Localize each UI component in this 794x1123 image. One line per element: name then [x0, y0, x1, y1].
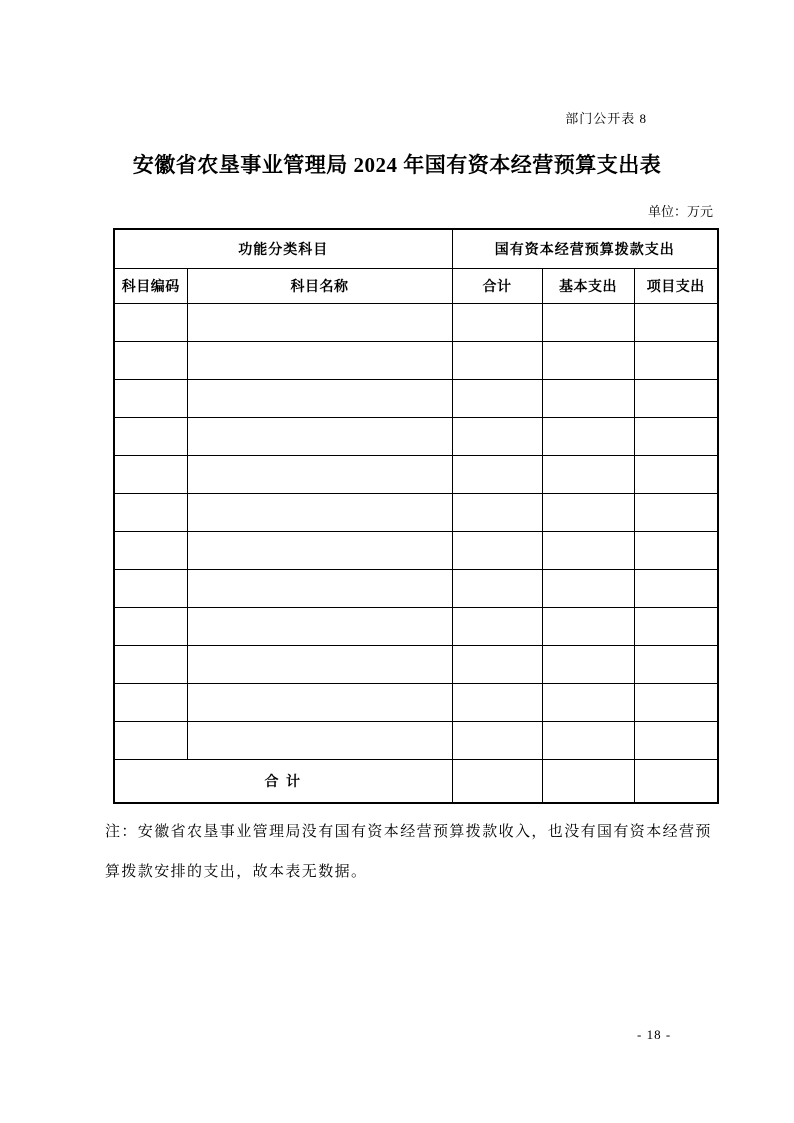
table-header: [114, 229, 718, 304]
empty-cell: [452, 532, 542, 570]
empty-cell: [187, 722, 452, 760]
empty-cell: [452, 722, 542, 760]
empty-data-row: [114, 380, 718, 418]
empty-cell: [187, 608, 452, 646]
empty-cell: [634, 380, 718, 418]
empty-cell: [634, 684, 718, 722]
empty-data-row: [114, 494, 718, 532]
footnote-line-2: 算拨款安排的支出，故本表无数据。: [105, 864, 368, 880]
empty-cell: [187, 342, 452, 380]
footnote-line-1: 注：安徽省农垦事业管理局没有国有资本经营预算拨款收入，也没有国有资本经营预: [105, 824, 712, 840]
header-subject-name: 科目名称: [187, 269, 452, 304]
empty-cell: [452, 380, 542, 418]
empty-cell: [542, 342, 634, 380]
header-functional-classification: 功能分类科目: [114, 229, 452, 269]
dept-public-table-label: 部门公开表 8: [565, 111, 647, 126]
empty-cell: [452, 418, 542, 456]
empty-cell: [634, 304, 718, 342]
header-project-expenditure: 项目支出: [634, 269, 718, 304]
empty-cell: [114, 684, 187, 722]
empty-cell: [114, 722, 187, 760]
empty-cell: [114, 532, 187, 570]
empty-cell: [542, 608, 634, 646]
empty-cell: [187, 380, 452, 418]
empty-cell: [114, 494, 187, 532]
empty-cell: [542, 418, 634, 456]
total-label-cell: 合 计: [114, 760, 452, 804]
table-body: [114, 304, 718, 760]
empty-data-row: [114, 570, 718, 608]
total-value-cell-total: [452, 760, 542, 804]
total-value-cell-basic: [542, 760, 634, 804]
empty-cell: [187, 418, 452, 456]
total-value-cell-project: [634, 760, 718, 804]
empty-cell: [452, 456, 542, 494]
empty-cell: [187, 456, 452, 494]
empty-data-row: [114, 684, 718, 722]
empty-cell: [452, 608, 542, 646]
empty-cell: [452, 342, 542, 380]
empty-cell: [187, 494, 452, 532]
empty-cell: [542, 722, 634, 760]
empty-cell: [542, 494, 634, 532]
empty-cell: [542, 456, 634, 494]
empty-cell: [542, 684, 634, 722]
empty-cell: [542, 380, 634, 418]
empty-cell: [634, 532, 718, 570]
unit-label: 单位：万元: [647, 204, 713, 219]
empty-cell: [542, 646, 634, 684]
empty-cell: [187, 684, 452, 722]
empty-cell: [114, 304, 187, 342]
budget-table: [113, 228, 719, 804]
empty-data-row: [114, 456, 718, 494]
empty-data-row: [114, 304, 718, 342]
table-header-row-2: [114, 269, 718, 304]
empty-cell: [114, 646, 187, 684]
page-number: - 18 -: [637, 1027, 672, 1042]
page-title: 安徽省农垦事业管理局 2024 年国有资本经营预算支出表: [132, 153, 662, 177]
empty-data-row: [114, 722, 718, 760]
empty-cell: [452, 304, 542, 342]
empty-cell: [634, 494, 718, 532]
empty-cell: [187, 532, 452, 570]
empty-cell: [187, 304, 452, 342]
empty-cell: [114, 342, 187, 380]
footnote: [105, 812, 720, 892]
empty-cell: [452, 570, 542, 608]
empty-cell: [114, 608, 187, 646]
empty-cell: [452, 684, 542, 722]
empty-cell: [542, 304, 634, 342]
empty-cell: [452, 646, 542, 684]
empty-cell: [114, 418, 187, 456]
empty-cell: [634, 646, 718, 684]
empty-cell: [634, 608, 718, 646]
table-footer: [114, 760, 718, 804]
empty-cell: [542, 532, 634, 570]
empty-cell: [634, 570, 718, 608]
table-header-row-1: [114, 229, 718, 269]
empty-cell: [114, 570, 187, 608]
empty-cell: [634, 456, 718, 494]
empty-data-row: [114, 646, 718, 684]
header-state-capital-budget-expenditure: 国有资本经营预算拨款支出: [452, 229, 718, 269]
header-basic-expenditure: 基本支出: [542, 269, 634, 304]
empty-cell: [634, 722, 718, 760]
empty-cell: [634, 342, 718, 380]
empty-data-row: [114, 342, 718, 380]
header-total: 合计: [452, 269, 542, 304]
empty-cell: [542, 570, 634, 608]
empty-cell: [452, 494, 542, 532]
empty-cell: [187, 646, 452, 684]
total-row: [114, 760, 718, 804]
header-subject-code: 科目编码: [114, 269, 187, 304]
empty-cell: [114, 456, 187, 494]
empty-data-row: [114, 418, 718, 456]
empty-cell: [634, 418, 718, 456]
empty-cell: [187, 570, 452, 608]
empty-data-row: [114, 608, 718, 646]
empty-data-row: [114, 532, 718, 570]
empty-cell: [114, 380, 187, 418]
